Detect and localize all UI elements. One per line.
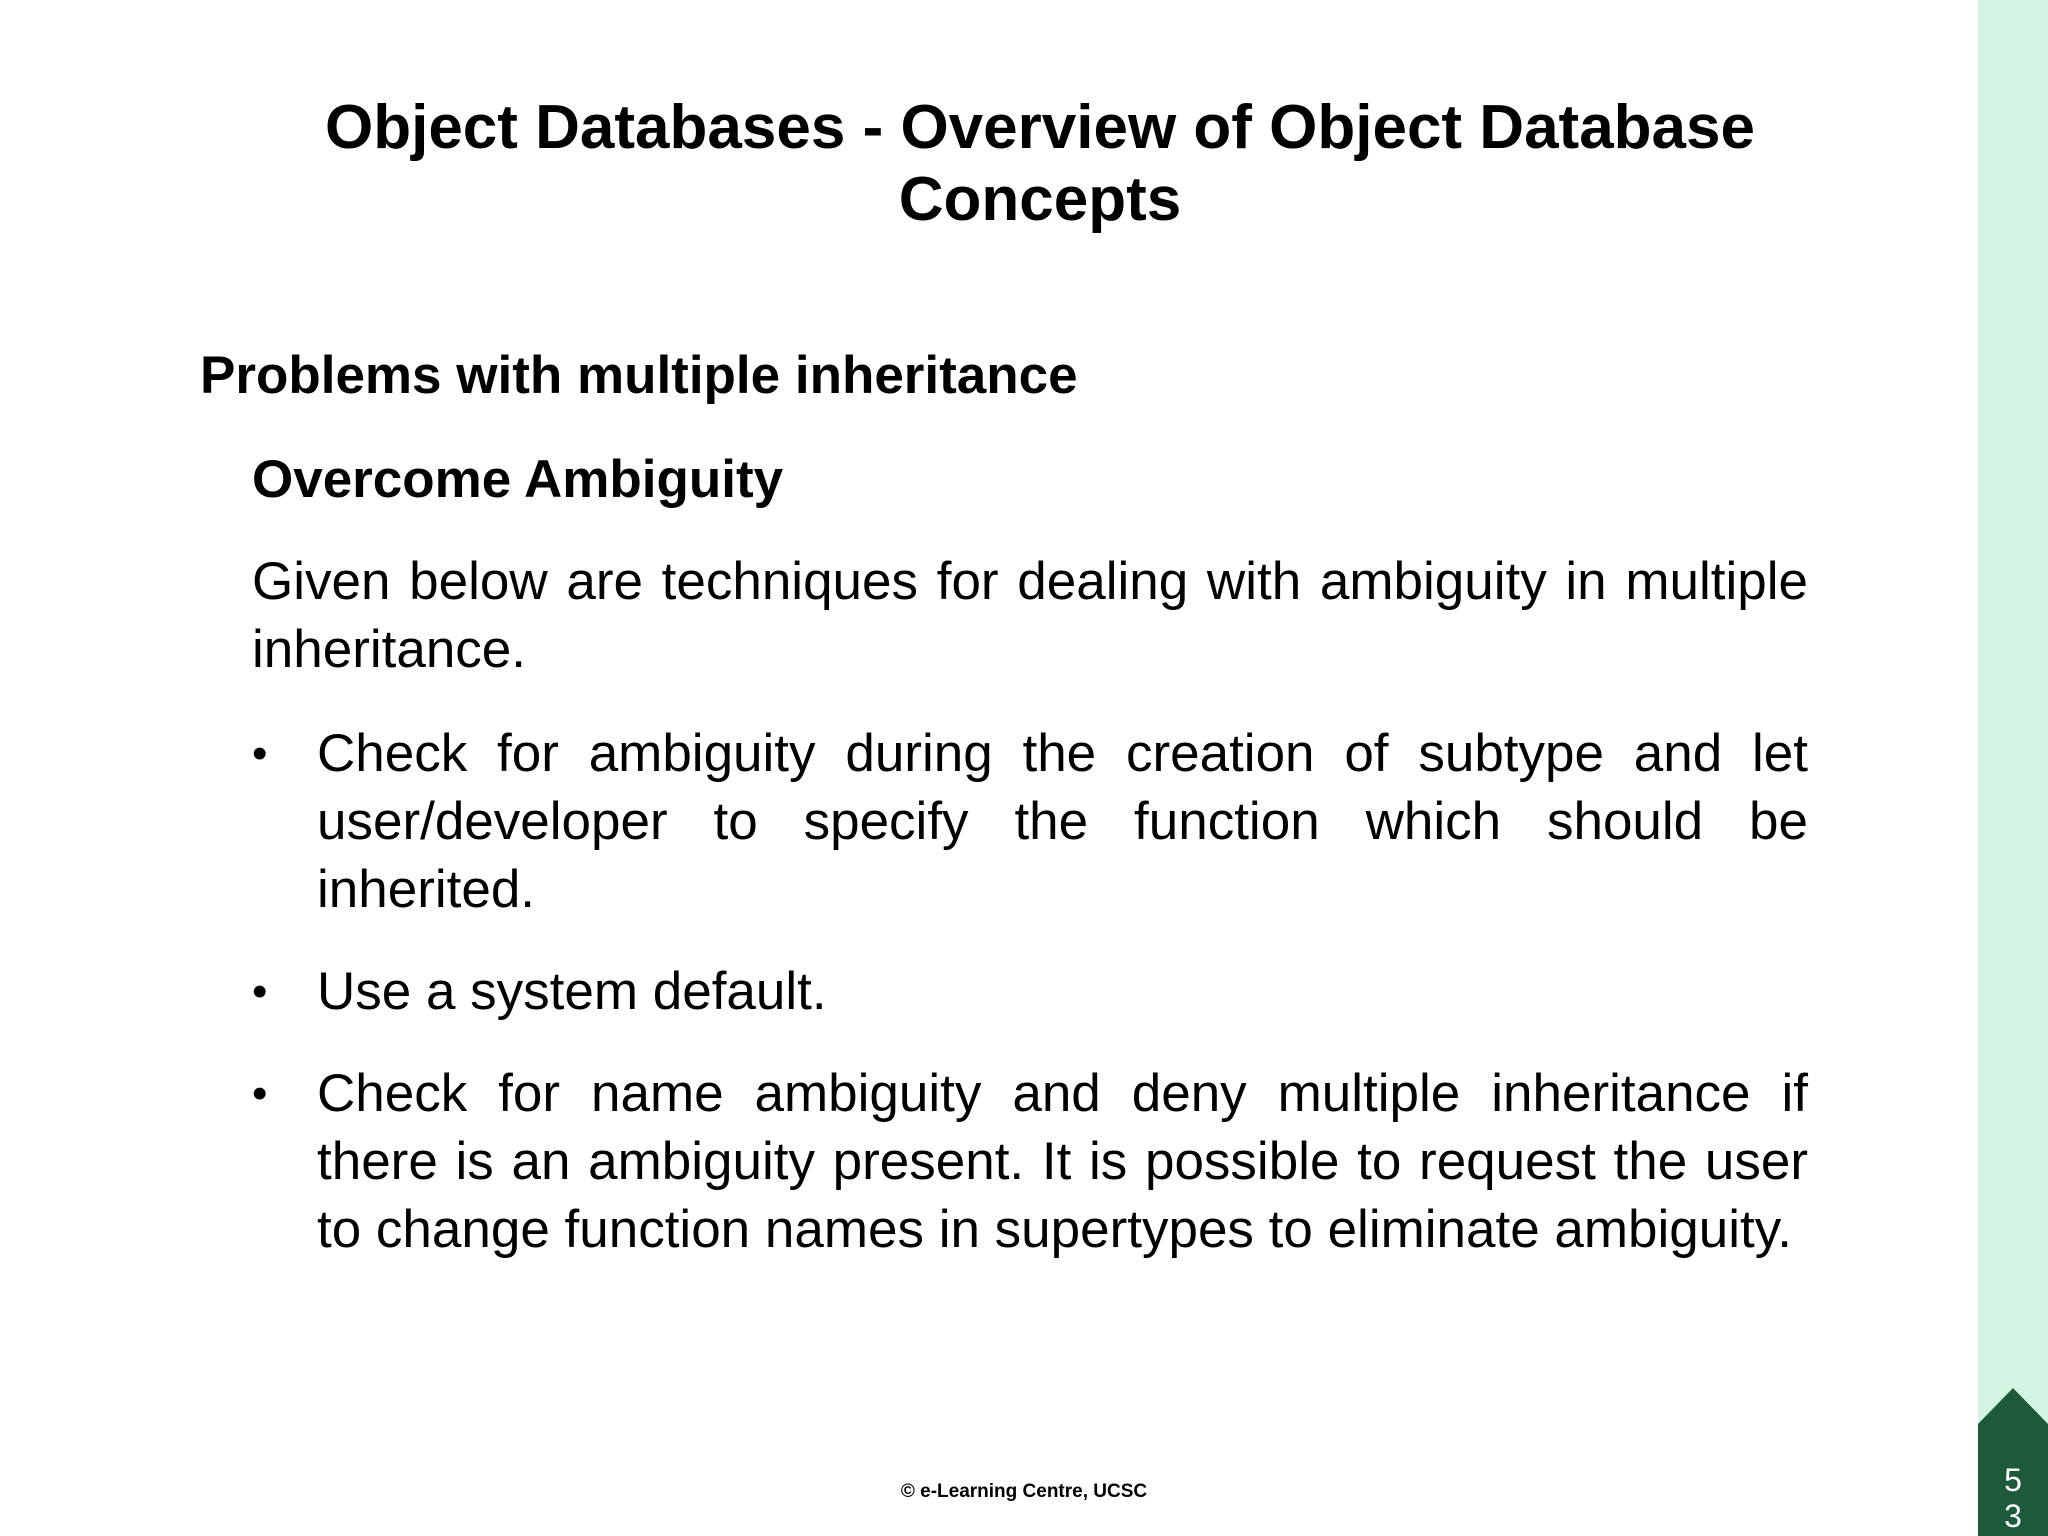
bullet-item: [252, 958, 1808, 1026]
bullet-item: [252, 720, 1808, 924]
bullet-dot-icon: •: [252, 1069, 268, 1118]
page-number-badge: [1978, 1388, 2048, 1536]
bullet-dot-icon: •: [252, 729, 268, 778]
side-bar: [1978, 0, 2048, 1536]
bullet-text: Check for ambiguity during the creation of subtype and let user/developer to specify the function which should be inherited.: [317, 724, 1808, 919]
page-number-digit-2: 3: [2004, 1498, 2022, 1534]
bullet-text: Use a system default.: [317, 962, 827, 1021]
footer-copyright: © e-Learning Centre, UCSC: [900, 1481, 1148, 1502]
slide-title-line-2: Concepts: [898, 165, 1182, 234]
page-number-digit-1: 5: [2004, 1462, 2022, 1498]
intro-paragraph: Given below are techniques for dealing with ambiguity in multiple inheritance.: [252, 552, 1808, 679]
bullet-item: [252, 1060, 1808, 1264]
bullet-list: [252, 720, 1808, 1298]
slide-title: [200, 92, 1880, 236]
sub-heading: Overcome Ambiguity: [252, 450, 784, 509]
slide-title-line-1: Object Databases - Overview of Object Database: [325, 93, 1755, 162]
bullet-text: Check for name ambiguity and deny multiple inheritance if there is an ambiguity present. It is possible to request the user to change function names in supertypes to eliminate ambiguity.: [317, 1064, 1808, 1259]
bullet-dot-icon: •: [252, 967, 268, 1016]
section-heading: Problems with multiple inheritance: [200, 346, 1078, 405]
